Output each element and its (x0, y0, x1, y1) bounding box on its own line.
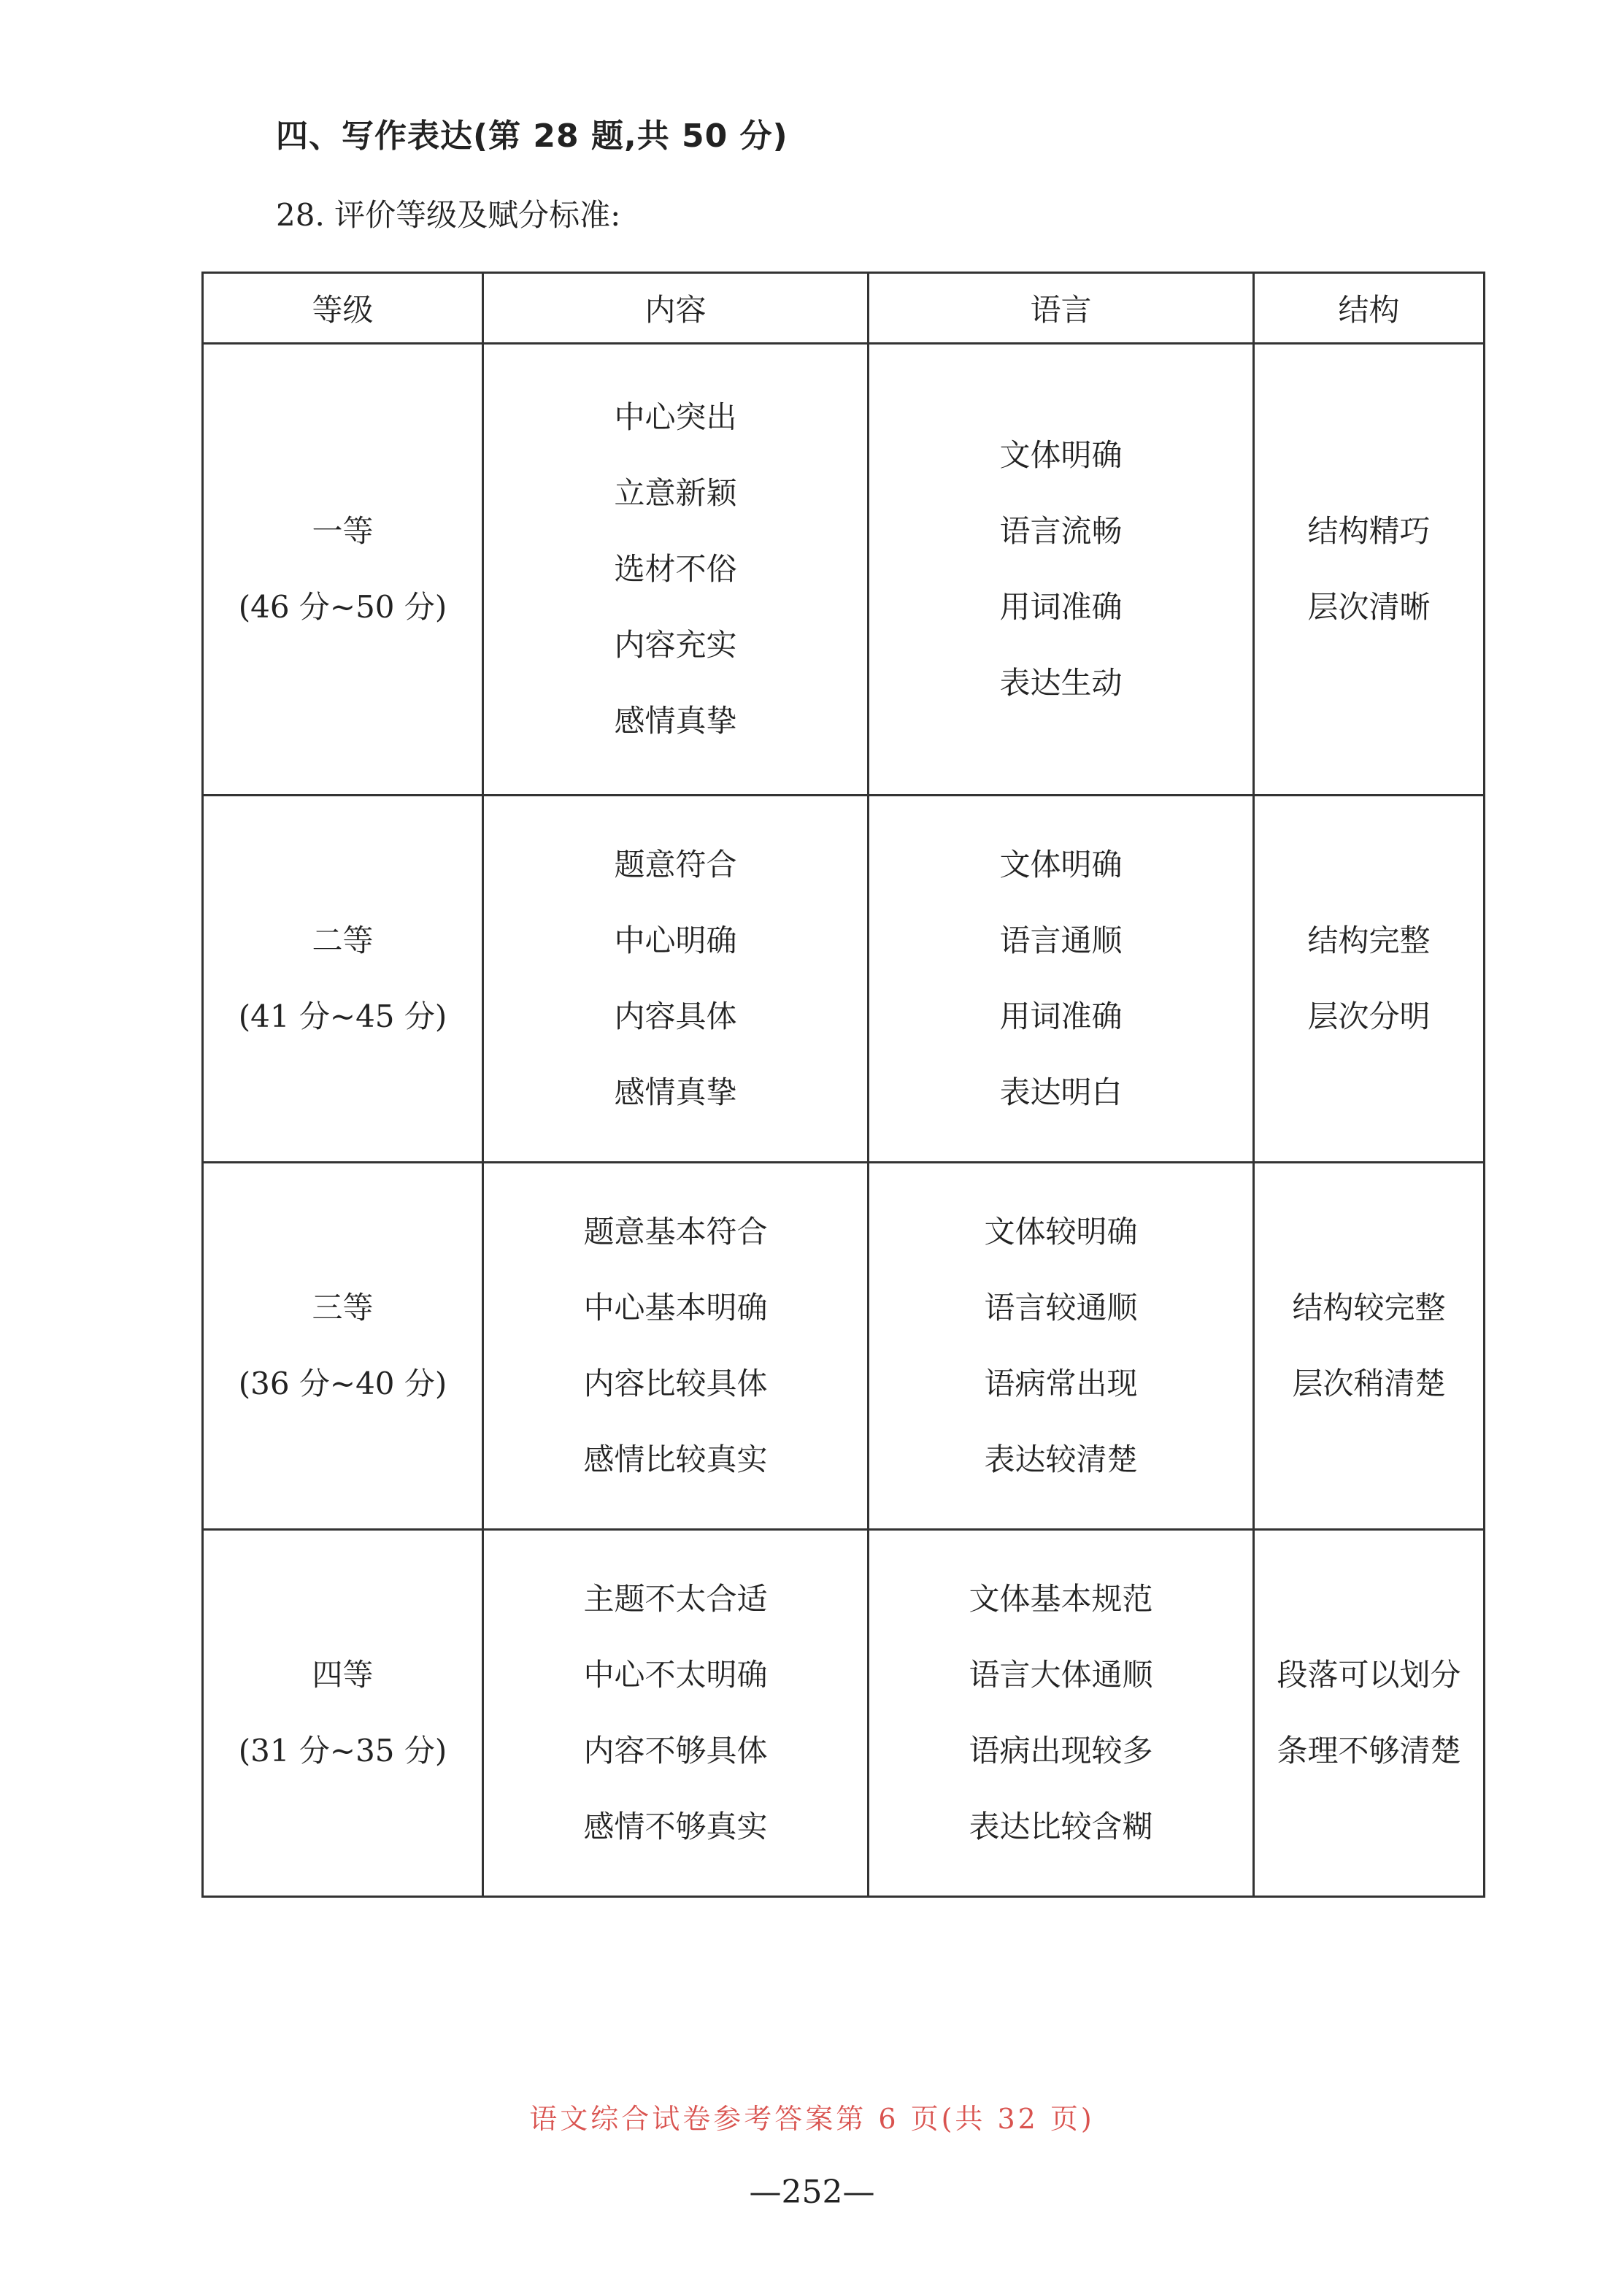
content-line: 题意基本符合 (583, 1214, 768, 1250)
language-cell (869, 1163, 1254, 1530)
language-line: 文体明确 (999, 437, 1123, 473)
rubric-table (201, 272, 1485, 1898)
content-line: 内容具体 (614, 998, 737, 1034)
language-cell (869, 1530, 1254, 1897)
content-line: 感情不够真实 (583, 1809, 768, 1844)
structure-line: 层次稍清楚 (1292, 1366, 1446, 1401)
content-line: 题意符合 (614, 847, 737, 882)
content-line: 选材不俗 (614, 551, 737, 587)
grade-cell (203, 1163, 483, 1530)
content-line: 内容比较具体 (583, 1366, 768, 1401)
language-line: 语病常出现 (984, 1366, 1138, 1401)
language-line: 文体较明确 (984, 1214, 1138, 1250)
content-line: 主题不太合适 (583, 1581, 768, 1617)
page-footer: 语文综合试卷参考答案第 6 页(共 32 页) (529, 2103, 1095, 2135)
grade-name: 二等 (312, 923, 374, 958)
language-line: 文体基本规范 (969, 1581, 1153, 1617)
grade-cell (203, 344, 483, 796)
language-line: 语言流畅 (999, 513, 1123, 549)
content-line: 中心突出 (614, 399, 737, 435)
table-row (203, 1163, 1485, 1530)
table-row (203, 344, 1485, 796)
question-title: 28. 评价等级及赋分标准: (276, 197, 621, 233)
language-line: 用词准确 (999, 589, 1123, 625)
content-cell (483, 1163, 869, 1530)
structure-cell (1254, 1163, 1485, 1530)
structure-cell (1254, 796, 1485, 1163)
language-cell (869, 344, 1254, 796)
language-cell (869, 796, 1254, 1163)
grade-name: 一等 (312, 513, 374, 549)
table-row (203, 796, 1485, 1163)
structure-line: 段落可以划分 (1277, 1657, 1461, 1693)
content-line: 内容不够具体 (583, 1733, 768, 1769)
section-title: 四、写作表达(第 28 题,共 50 分) (276, 118, 788, 155)
page-number: —252— (749, 2174, 875, 2211)
grade-cell (203, 1530, 483, 1897)
header-content: 内容 (483, 273, 869, 344)
content-line: 中心明确 (614, 923, 737, 958)
content-line: 感情真挚 (614, 703, 737, 739)
content-line: 感情真挚 (614, 1074, 737, 1110)
grade-name: 四等 (312, 1657, 374, 1693)
structure-line: 层次分明 (1307, 998, 1431, 1034)
structure-line: 结构较完整 (1292, 1290, 1446, 1325)
language-line: 表达比较含糊 (969, 1809, 1153, 1844)
table-header-row (203, 273, 1485, 344)
grade-cell (203, 796, 483, 1163)
language-line: 语言通顺 (999, 923, 1123, 958)
grade-range: (36 分~40 分) (238, 1366, 447, 1401)
language-line: 语言大体通顺 (969, 1657, 1153, 1693)
language-line: 语病出现较多 (969, 1733, 1153, 1769)
content-cell (483, 344, 869, 796)
language-line: 表达明白 (999, 1074, 1123, 1110)
content-line: 中心不太明确 (583, 1657, 768, 1693)
structure-line: 结构完整 (1307, 923, 1431, 958)
structure-cell (1254, 1530, 1485, 1897)
language-line: 文体明确 (999, 847, 1123, 882)
header-grade: 等级 (203, 273, 483, 344)
content-line: 中心基本明确 (583, 1290, 768, 1325)
content-cell (483, 796, 869, 1163)
header-structure: 结构 (1254, 273, 1485, 344)
content-cell (483, 1530, 869, 1897)
language-line: 表达生动 (999, 665, 1123, 701)
structure-line: 结构精巧 (1307, 513, 1431, 549)
language-line: 用词准确 (999, 998, 1123, 1034)
content-line: 立意新颖 (614, 475, 737, 511)
grade-range: (31 分~35 分) (238, 1733, 447, 1769)
grade-range: (46 分~50 分) (238, 589, 447, 625)
table-row (203, 1530, 1485, 1897)
header-language: 语言 (869, 273, 1254, 344)
content-line: 感情比较真实 (583, 1442, 768, 1477)
language-line: 表达较清楚 (984, 1442, 1138, 1477)
content-line: 内容充实 (614, 627, 737, 663)
structure-line: 层次清晰 (1307, 589, 1431, 625)
structure-line: 条理不够清楚 (1277, 1733, 1461, 1769)
structure-cell (1254, 344, 1485, 796)
grade-name: 三等 (312, 1290, 374, 1325)
language-line: 语言较通顺 (984, 1290, 1138, 1325)
grade-range: (41 分~45 分) (238, 998, 447, 1034)
